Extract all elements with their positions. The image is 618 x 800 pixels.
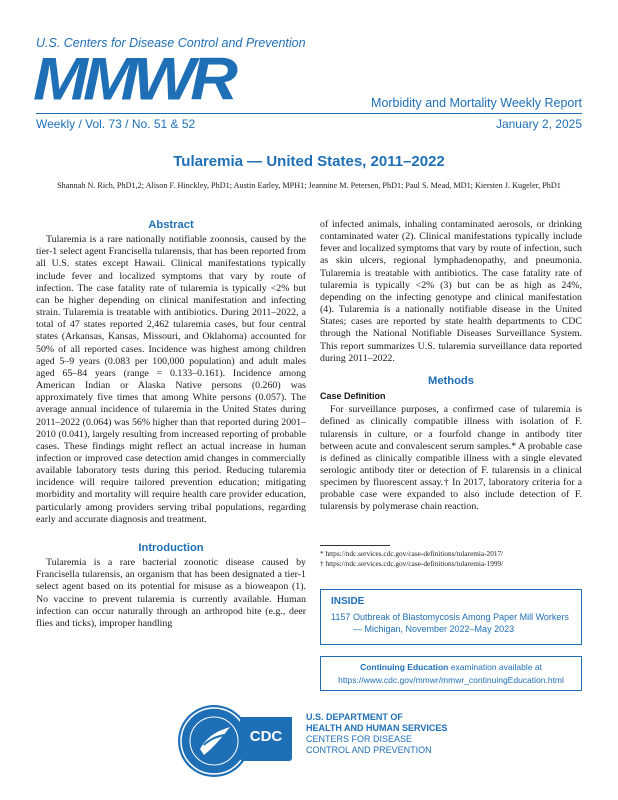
hhs-text-block	[306, 712, 447, 756]
hhs-line-3: CENTERS FOR DISEASE	[306, 734, 413, 744]
case-definition-heading: Case Definition	[320, 391, 386, 402]
publication-title: Morbidity and Mortality Weekly Report	[371, 96, 582, 110]
inside-page-number: 1157	[331, 612, 351, 622]
article-title: Tularemia — United States, 2011–2022	[173, 153, 445, 170]
inside-item[interactable]	[331, 611, 571, 635]
footnote-1: * https://ndc.services.cdc.gov/case-definitions/tularemia-2017/	[320, 549, 504, 558]
agency-name: U.S. Centers for Disease Control and Prevention	[36, 36, 306, 50]
abstract-heading: Abstract	[148, 219, 194, 231]
methods-text: For surveillance purposes, a confirmed case of tularemia is defined as clinically compatible illness with isolation of F. tularensis in culture, or a fourfold change in antibody titer between acute and convalescent serum samples.* A probable case is defined as clinically compatible illness with a single elevated serologic antibody titer or detection of F. tularensis in a clinical specimen by fluorescent assay.† In 2017, laboratory criteria for a probable case were expanded to also include detection of F. tularensis by polymerase chain reaction.	[320, 404, 582, 513]
hhs-line-4: CONTROL AND PREVENTION	[306, 745, 432, 755]
methods-heading: Methods	[428, 374, 474, 387]
ce-link[interactable]: https://www.cdc.gov/mmwr/mmwr_continuingEducation.html	[338, 675, 564, 685]
issue-info: Weekly / Vol. 73 / No. 51 & 52	[36, 117, 196, 131]
introduction-text-left: Tularemia is a rare bacterial zoonotic disease caused by Francisella tularensis, an organism that has been designated a tier-1 select agent based on its potential for misuse as a bioweapon (1). No vaccine to prevent tularemia is currently available. Human infection can occur naturally through an arthropod bite (e.g., deer flies and ticks), improper handling	[36, 557, 306, 629]
masthead-divider	[36, 113, 582, 114]
hhs-line-1: U.S. DEPARTMENT OF	[306, 712, 403, 722]
introduction-text-right: of infected animals, inhaling contaminated aerosols, or drinking contaminated water (2). Clinical manifestations typically include fever and localized symptoms that vary by route of infection, such as skin ulcers, regional lymphadenopathy, and pneumonia. Tularemia is treatable with antibiotics. The case fatality rate of tularemia is typically <2% (3) but can be as high as 24%, depending on the infecting genotype and clinical manifestation (4). Tularemia is a nationally notifiable disease in the United States; cases are reported by state health departments to CDC through the National Notifiable Diseases Surveillance System. This report summarizes U.S. tularemia surveillance data reported during 2011–2022.	[320, 219, 582, 364]
author-list: Shannah N. Rich, PhD1,2; Alison F. Hinckley, PhD1; Austin Earley, MPH1; Jeannine M. Petersen, PhD1; Paul S. Mead, MD1; Kiersten J. Kugeler, PhD1	[57, 181, 561, 190]
inside-item-title: Outbreak of Blastomycosis Among Paper Mill Workers — Michigan, November 2022–May 2023	[353, 612, 569, 634]
hhs-line-2: HEALTH AND HUMAN SERVICES	[306, 723, 448, 733]
right-column	[320, 219, 582, 514]
abstract-text: Tularemia is a rare nationally notifiable zoonosis, caused by the tier-1 select agent Francisella tularensis, that has been reported from all U.S. states except Hawaii. Clinical manifestations typically include fever and localized symptoms that vary by route of infection. The case fatality rate of tularemia is typically <2% but can be higher depending on clinical manifestation and infecting strain. Tularemia is treatable with antibiotics. During 2011–2022, a total of 47 states reported 2,462 tularemia cases, but four central states (Arkansas, Kansas, Missouri, and Oklahoma) accounted for 50% of all reported cases. Incidence was highest among children aged 5–9 years (0.083 per 100,000 population) and adult males aged 65–84 years (range = 0.133–0.161). Incidence among American Indian or Alaska Native persons (0.260) was approximately five times that among White persons (0.057). The average annual incidence of tularemia in the United States during 2011–2022 (0.064) was 56% higher than that reported during 2001–2010 (0.041), largely resulting from increased reporting of probable cases. These findings might reflect an actual increase in human infection or improved case detection amid changes in commercially available laboratory tests during this period. Reducing tularemia incidence will require tailored prevention education; mitigating morbidity and mortality will require health care provider education, particularly among providers serving tribal populations, regarding early and accurate diagnosis and treatment.	[36, 234, 306, 525]
left-column	[36, 219, 306, 630]
footnote-divider	[320, 545, 390, 546]
cdc-logo-text: CDC	[249, 728, 283, 745]
inside-heading: INSIDE	[331, 596, 365, 607]
introduction-heading: Introduction	[138, 541, 204, 554]
cdc-logo-icon	[240, 717, 292, 761]
ce-bold: Continuing Education	[360, 662, 449, 672]
inside-box	[320, 589, 582, 645]
mmwr-logo: MMWR	[33, 44, 233, 113]
issue-date: January 2, 2025	[495, 117, 582, 131]
footnote-2: † https://ndc.services.cdc.gov/case-definitions/tularemia-1999/	[320, 559, 504, 568]
continuing-education-box	[320, 656, 582, 691]
ce-text: examination available at	[448, 662, 542, 672]
